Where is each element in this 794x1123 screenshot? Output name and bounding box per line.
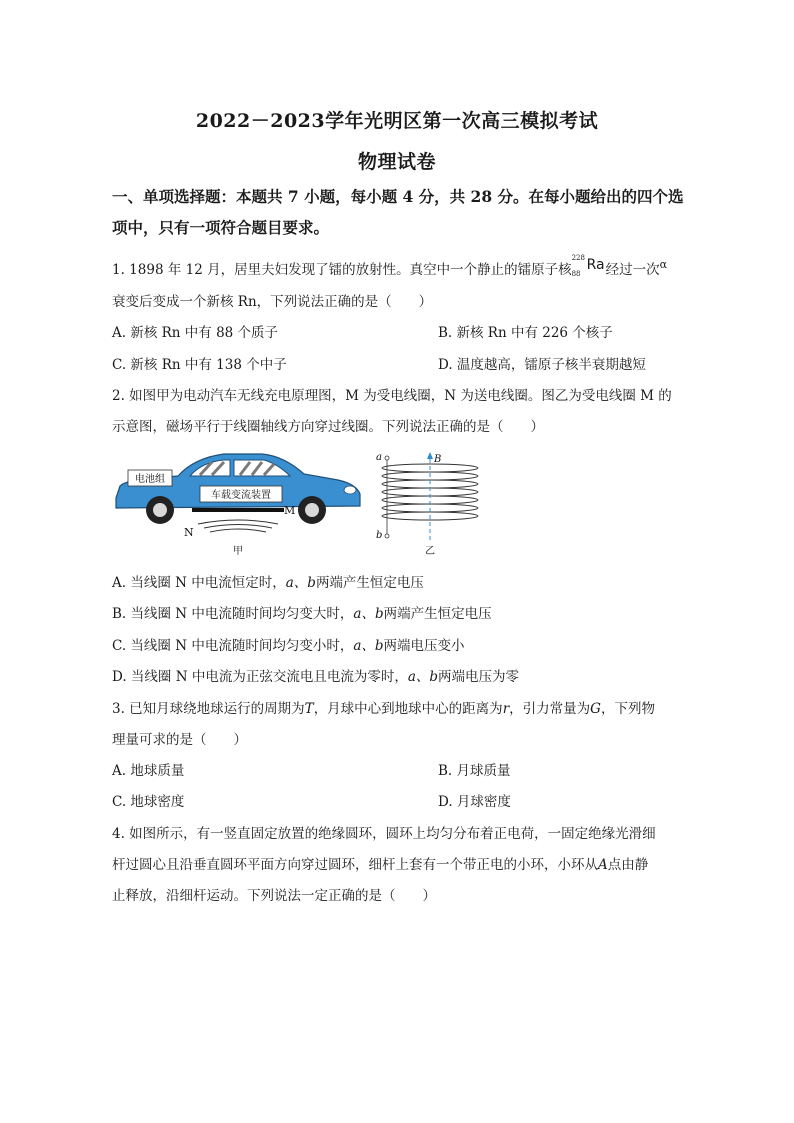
q2-option-c[interactable] bbox=[112, 634, 465, 654]
q1-stem-text-a: 1. 1898 年 12 月，居里夫妇发现了镭的放射性。真空中一个静止的镭原子核 bbox=[112, 262, 572, 278]
q1-stem-line2: 衰变后变成一个新核 Rn，下列说法正确的是（ ） bbox=[112, 294, 433, 310]
q1-stem-text-b: 经过一次 bbox=[605, 262, 660, 278]
q3-stem-line1 bbox=[112, 697, 655, 717]
q3-text-d: ，下列物 bbox=[600, 701, 655, 717]
q4-stem-line2 bbox=[112, 853, 648, 873]
q3-option-b[interactable]: B. 月球质量 bbox=[438, 763, 511, 779]
terminal-a: a bbox=[376, 452, 382, 463]
caption-left: 甲 bbox=[233, 546, 243, 557]
q2-option-a-text: A. 当线圈 N 中电流恒定时， bbox=[112, 575, 286, 591]
section-heading-line2: 项中，只有一项符合题目要求。 bbox=[112, 218, 330, 237]
q2-option-d[interactable] bbox=[112, 665, 519, 685]
q2-option-a-ab: a、b bbox=[285, 575, 316, 591]
q1-option-d[interactable]: D. 温度越高，镭原子核半衰期越短 bbox=[438, 357, 646, 373]
q2-stem-line1: 2. 如图甲为电动汽车无线充电原理图，M 为受电线圈，N 为送电线圈。图乙为受电线圈 M 的 bbox=[112, 388, 672, 404]
section-heading-line1: 一、单项选择题：本题共 7 小题，每小题 4 分，共 28 分。在每小题给出的四个选 bbox=[112, 187, 684, 206]
q2-option-a[interactable] bbox=[112, 571, 424, 591]
radium-isotope bbox=[571, 254, 606, 278]
q3-option-a[interactable]: A. 地球质量 bbox=[112, 763, 185, 779]
q2-option-c-text: C. 当线圈 N 中电流随时间均匀变小时， bbox=[112, 638, 354, 654]
terminal-b: b bbox=[376, 530, 383, 541]
q3-text-c: ，引力常量为 bbox=[509, 701, 591, 717]
car-illustration bbox=[116, 454, 360, 557]
q2-option-c-tail: 两端电压变小 bbox=[383, 638, 465, 654]
q4-text-a: 杆过圆心且沿垂直圆环平面方向穿过圆环，细杆上套有一个带正电的小环，小环从 bbox=[112, 857, 598, 873]
q2-option-a-tail: 两端产生恒定电压 bbox=[315, 575, 424, 591]
q2-figure bbox=[112, 450, 492, 560]
q4-point-a: A bbox=[598, 857, 608, 873]
q3-var-r: r bbox=[502, 701, 510, 717]
q3-option-c[interactable]: C. 地球密度 bbox=[112, 794, 185, 810]
isotope-mass-number: 228 bbox=[571, 254, 585, 262]
q2-option-d-tail: 两端电压为零 bbox=[438, 669, 520, 685]
q2-option-b-ab: a、b bbox=[353, 606, 384, 622]
exam-subtitle: 物理试卷 bbox=[357, 151, 436, 173]
field-label: B bbox=[434, 454, 442, 465]
q1-option-b[interactable]: B. 新核 Rn 中有 226 个核子 bbox=[438, 325, 613, 341]
coil-m-label: M bbox=[284, 504, 296, 517]
exam-title: 2022－2023学年光明区第一次高三模拟考试 bbox=[195, 110, 599, 132]
q3-option-d[interactable]: D. 月球密度 bbox=[438, 794, 511, 810]
coil-m-bar bbox=[192, 508, 284, 512]
q3-text-a: 3. 已知月球绕地球运行的周期为 bbox=[112, 701, 305, 717]
q2-option-c-ab: a、b bbox=[353, 638, 384, 654]
q1-stem-line1 bbox=[112, 254, 668, 278]
q3-stem-line2: 理量可求的是（ ） bbox=[112, 732, 247, 748]
q2-option-d-text: D. 当线圈 N 中电流为正弦交流电且电流为零时， bbox=[112, 669, 408, 685]
q2-stem-line2: 示意图，磁场平行于线圈轴线方向穿过线圈。下列说法正确的是（ ） bbox=[112, 419, 544, 435]
section-heading bbox=[112, 181, 687, 243]
battery-label: 电池组 bbox=[135, 474, 165, 485]
q3-var-t: T bbox=[304, 701, 314, 717]
alpha-symbol: α bbox=[659, 258, 668, 271]
q1-option-c[interactable]: C. 新核 Rn 中有 138 个中子 bbox=[112, 357, 287, 373]
coil-diagram bbox=[376, 452, 478, 557]
converter-label: 车载变流装置 bbox=[211, 490, 271, 501]
q2-option-b-tail: 两端产生恒定电压 bbox=[383, 606, 492, 622]
q1-option-a[interactable]: A. 新核 Rn 中有 88 个质子 bbox=[112, 325, 279, 341]
q4-stem-line3: 止释放，沿细杆运动。下列说法一定正确的是（ ） bbox=[112, 888, 436, 904]
q4-text-b: 点由静 bbox=[607, 857, 649, 873]
coil-n-label: N bbox=[184, 526, 194, 539]
isotope-symbol: Ra bbox=[586, 257, 605, 273]
q2-option-b[interactable] bbox=[112, 602, 492, 622]
q3-var-g: G bbox=[590, 701, 601, 717]
field-arrow-icon bbox=[427, 452, 433, 459]
caption-right: 乙 bbox=[425, 546, 435, 557]
q3-text-b: ，月球中心到地球中心的距离为 bbox=[313, 701, 503, 717]
q2-option-b-text: B. 当线圈 N 中电流随时间均匀变大时， bbox=[112, 606, 354, 622]
q2-option-d-ab: a、b bbox=[407, 669, 439, 685]
isotope-atomic-number: 88 bbox=[571, 270, 581, 278]
q4-stem-line1: 4. 如图所示，有一竖直固定放置的绝缘圆环，圆环上均匀分布着正电荷，一固定绝缘光滑细 bbox=[112, 826, 656, 842]
